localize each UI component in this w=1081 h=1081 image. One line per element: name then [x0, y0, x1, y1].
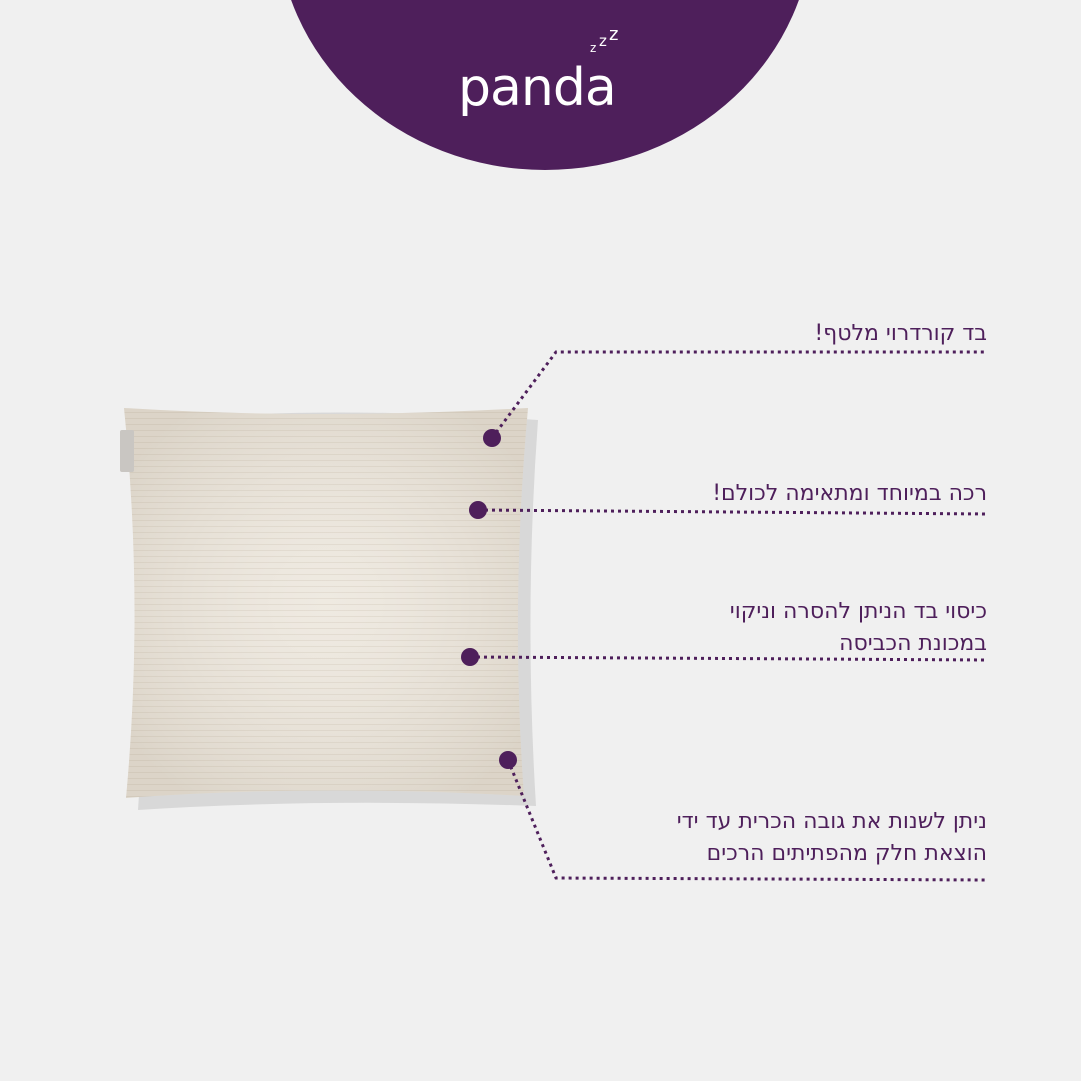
callout-line: בד קורדרוי מלטף!: [814, 321, 987, 346]
callout-dot: [499, 751, 517, 769]
callout-soft: [712, 478, 987, 510]
callout-removable-cover: [730, 596, 987, 660]
callout-dot: [469, 501, 487, 519]
callout-line: כיסוי בד הניתן להסרה וניקוי: [729, 599, 987, 624]
callout-dot: [461, 648, 479, 666]
callout-line: ניתן לשנות את גובה הכרית עד ידי: [676, 809, 987, 834]
callout-adjustable-height: [677, 806, 987, 870]
sleep-zzz-icon: z z z: [590, 24, 619, 55]
callout-line: במכונת הכביסה: [839, 631, 987, 656]
callout-line: הוצאת חלק מהפתיתים הרכים: [706, 841, 987, 866]
callout-line: רכה במיוחד ומתאימה לכולם!: [712, 481, 987, 506]
callout-corduroy: [814, 318, 987, 350]
callout-dot: [483, 429, 501, 447]
panda-logo: panda: [458, 58, 616, 118]
